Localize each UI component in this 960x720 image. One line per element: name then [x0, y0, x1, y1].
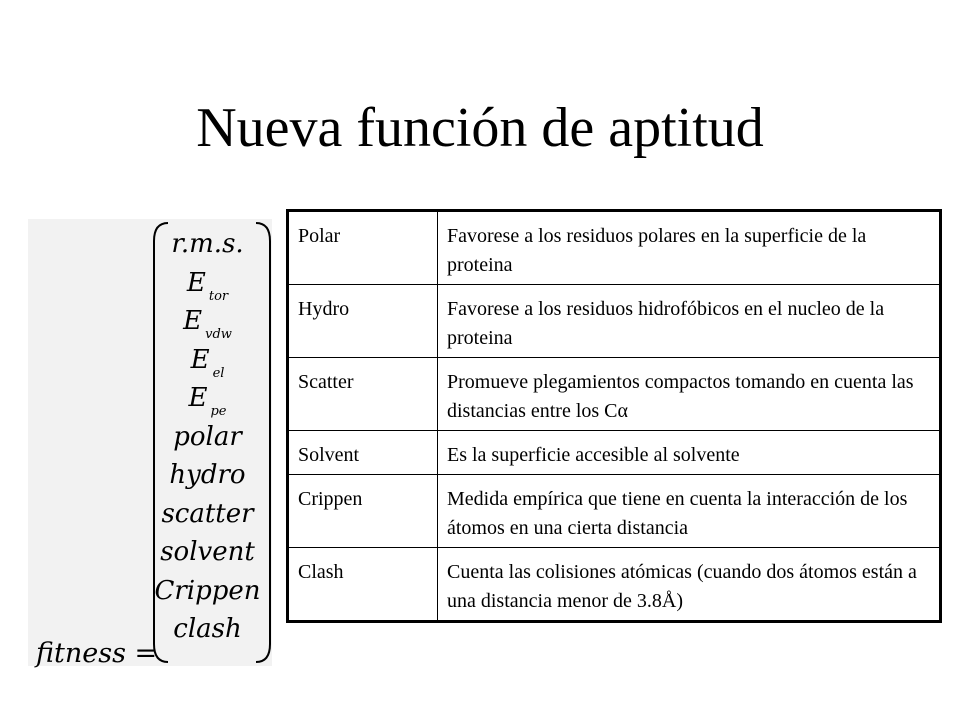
table-row [288, 358, 941, 431]
formula-term [150, 456, 265, 495]
description-cell: Favorese a los residuos polares en la superficie de la proteina [438, 211, 941, 285]
description-cell: Favorese a los residuos hidrofóbicos en el nucleo de la proteina [438, 285, 941, 358]
fitness-terms [150, 225, 265, 649]
formula-term-base: hydro [169, 460, 246, 490]
formula-term [150, 379, 265, 418]
table-row [288, 475, 941, 548]
page-title: Nueva función de aptitud [196, 97, 764, 159]
term-cell: Polar [288, 211, 438, 285]
formula-term-base: clash [173, 614, 242, 644]
formula-term-base: Crippen [154, 575, 261, 606]
formula-term-base: E [190, 344, 210, 375]
formula-term [150, 225, 265, 264]
table-row [288, 431, 941, 475]
term-cell: Hydro [288, 285, 438, 358]
formula-term [150, 533, 265, 572]
formula-term-base: scatter [161, 498, 254, 529]
table-row [288, 285, 941, 358]
formula-term-subscript: el [212, 365, 225, 381]
term-cell: Scatter [288, 358, 438, 431]
description-cell: Promueve plegamientos compactos tomando en cuenta las distancias entre los Cα [438, 358, 941, 431]
description-cell: Es la superficie accesible al solvente [438, 431, 941, 475]
term-cell: Solvent [288, 431, 438, 475]
formula-term-base: polar [173, 421, 242, 452]
formula-term-subscript: vdw [205, 327, 232, 342]
formula-term [150, 264, 265, 303]
term-cell: Clash [288, 548, 438, 622]
formula-term [150, 341, 265, 380]
formula-term [150, 302, 265, 341]
description-cell: Medida empírica que tiene en cuenta la interacción de los átomos en una cierta distancia [438, 475, 941, 548]
description-cell: Cuenta las colisiones atómicas (cuando dos átomos están a una distancia menor de 3.8Å) [438, 548, 941, 622]
table-row [288, 211, 941, 285]
formula-term [150, 495, 265, 534]
terms-table [286, 209, 942, 623]
formula-term [150, 572, 265, 611]
fitness-label: fitness = [36, 638, 158, 669]
formula-term [150, 418, 265, 457]
formula-term-base: r.m.s. [171, 229, 244, 259]
formula-term-subscript: tor [208, 288, 229, 304]
formula-term-base: E [183, 306, 203, 336]
formula-term-base: solvent [160, 537, 255, 567]
table-row [288, 548, 941, 622]
formula-term-base: E [186, 267, 206, 298]
formula-term-subscript: pe [210, 404, 227, 419]
term-cell: Crippen [288, 475, 438, 548]
formula-term [150, 610, 265, 649]
formula-term-base: E [188, 383, 208, 413]
